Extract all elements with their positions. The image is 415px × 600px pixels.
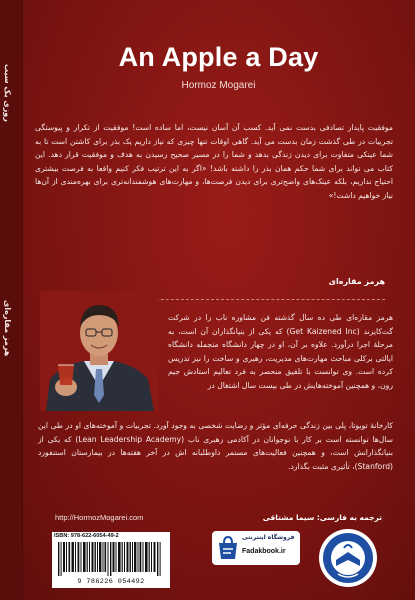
fadakbook-badge[interactable] <box>212 531 300 565</box>
author-bio-continued: کارخانهٔ تویوتا، پلی بین زندگی حرفه‌ای مؤثر و رضایت شخصی به وجود آورد. تجربیات و آموخته‌های او در طی این سال‌ها توانسته است بر کار با نوجوانان در آکادمی رهبری ناب (Lean Leadership Academy) که یکی از بنیانگذارانش است، و همچنین فعالیت‌های مستمر داوطلبانه اش در آخر هفته‌ها در بیمارستان استنفورد (Stanford)، تأثیری مثبت بگذارد. <box>38 421 393 471</box>
spine-author: هرمز مقاره‌ای <box>3 300 12 357</box>
book-spine <box>0 0 23 600</box>
author-photo <box>40 291 158 411</box>
isbn-barcode <box>52 532 170 588</box>
barcode-graphic <box>56 542 166 576</box>
isbn-label: ISBN: 978-622-6054-49-2 <box>54 533 119 539</box>
spine-title: روزی یک سیب <box>3 64 12 122</box>
isbn-digits: 9 786226 054492 <box>77 578 145 586</box>
fadakbook-name: فروشگاه اینترنتی <box>242 534 295 541</box>
intro-paragraph: موفقیت پایدار تصادفی بدست نمی آید. کسب آن آسان نیست، اما ساده است! موفقیت از تکرار و پیوستگی تجربیات در طی گذشت زمان بدست می آید. گاهی اوقات تنها چیزی که نیاز داریم یک بذر برای کاشتن است تا به شما عینکی متفاوت برای دیدن زندگی بدهد و شما را در مسیر صحیح رسیدن به هدف و موفقیت قرار دهد. این کتاب می تواند برای شما حکم همان بذر را داشته باشد! «اگر به این ترتیب فکر کنیم واقعا به فرصت بیشتری احتیاج نداریم، بلکه عینک‌های واضح‌تری برای دیدن فرصت‌ها، و مهارت‌های هوشمندانه‌تری برای بهره‌مندی از آن‌ها نیاز خواهیم داشت!» <box>35 123 393 200</box>
shopping-bag-icon <box>216 535 240 561</box>
book-author: Hormoz Mogarei <box>181 80 256 91</box>
book-title: An Apple a Day <box>118 42 319 72</box>
author-signature: هرمز مقاره‌ای <box>328 277 385 286</box>
publisher-logo-icon <box>318 528 378 588</box>
translator-credit: ترجمه به فارسی: سیما مشتاقی <box>262 513 382 522</box>
author-bio-paragraph: هرمز مقاره‌ای طی ده سال گذشته فن مشاوره ناب را در شرکت گت‌کایزند (Get Kaizened Inc) که یکی از بنیانگذاران آن است، به مرحلهٔ اجرا درآورد. علاوه بر آن، او در چهار دانشگاه منجمله دانشگاه ایالتی برکلی مباحث مهارت‌های مدیریت، رهبری و ساخت را نیز تدریس کرده است. وی توانست با تلفیق منحصر به فرد تعالیم استادش جیم رون، و همچنین آموخته‌هایش در طی بیست سال اشتغال در <box>168 313 394 390</box>
fadakbook-url: Fadakbook.ir <box>242 548 286 555</box>
author-website[interactable]: http://HormozMogarei.com <box>55 513 144 522</box>
